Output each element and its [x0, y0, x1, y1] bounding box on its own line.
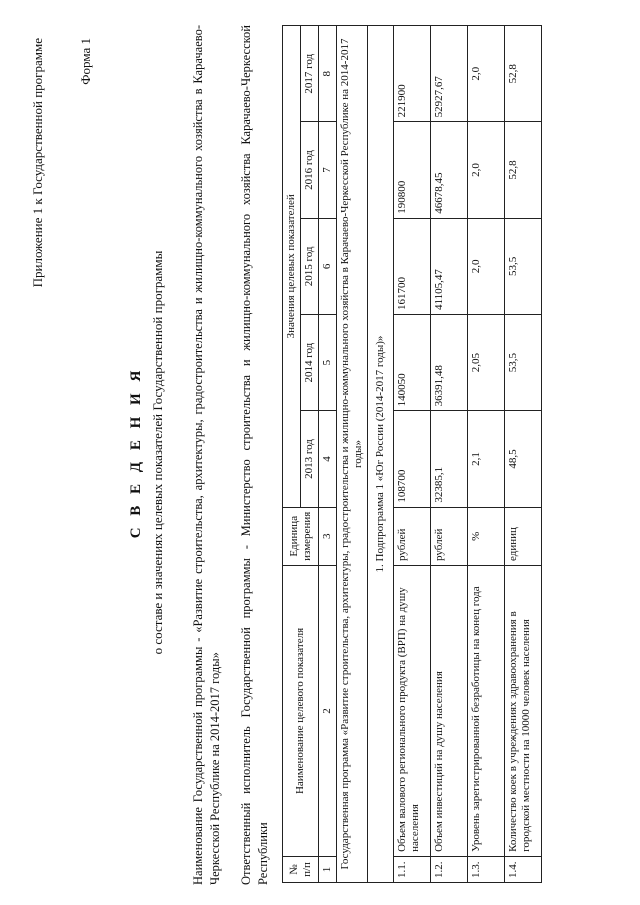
indicator-name: Объем инвестиций на душу населения	[431, 565, 468, 856]
value-cell: 52927,67	[431, 26, 468, 122]
header-name: Наименование целевого показателя	[283, 565, 319, 856]
executor-line: Ответственный исполнитель Государственной программы - Министерство строительства и жилищно-коммунального хозяйства Карачаево-Черкесской Республики	[239, 25, 270, 885]
value-cell: 161700	[394, 218, 431, 314]
value-cell: 108700	[394, 411, 431, 507]
value-cell: 32385,1	[431, 411, 468, 507]
form-number: Форма 1	[78, 38, 93, 85]
header-year: 2014 год	[301, 315, 319, 411]
column-index: 5	[319, 315, 337, 411]
indicator-name: Уровень зарегистрированной безработицы на конец года	[468, 565, 505, 856]
header-year: 2013 год	[301, 411, 319, 507]
value-cell: 52,8	[505, 122, 542, 218]
indicator-unit: рублей	[394, 507, 431, 565]
subprogram-section-title: 1. Подпрограмма 1 «Юг России (2014-2017 годы)»	[368, 26, 394, 883]
header-unit: Единица измерения	[283, 507, 319, 565]
table-row	[431, 26, 468, 883]
annex-label: Приложение 1 к Государственной программе	[30, 38, 45, 288]
value-cell: 2,0	[468, 122, 505, 218]
program-section-title: Государственная программа «Развитие строительства, архитектуры, градостроительства и жилищно-коммунального хозяйства в Карачаево-Черкесской Республике на 2014-2017 годы»	[337, 26, 368, 883]
value-cell: 2,05	[468, 315, 505, 411]
value-cell: 52,8	[505, 26, 542, 122]
row-number: 1.4.	[505, 856, 542, 882]
row-number: 1.3.	[468, 856, 505, 882]
value-cell: 2,0	[468, 218, 505, 314]
column-index: 2	[319, 565, 337, 856]
row-number: 1.1.	[394, 856, 431, 882]
value-cell: 46678,45	[431, 122, 468, 218]
value-cell: 53,5	[505, 315, 542, 411]
header-year: 2017 год	[301, 26, 319, 122]
document-title: С В Е Д Е Н И Я	[128, 366, 144, 539]
table-header-row	[283, 26, 301, 883]
indicators-table	[282, 25, 542, 883]
indicator-unit: рублей	[431, 507, 468, 565]
column-index: 6	[319, 218, 337, 314]
column-index: 7	[319, 122, 337, 218]
value-cell: 41105,47	[431, 218, 468, 314]
indicator-unit: единиц	[505, 507, 542, 565]
program-section-row	[337, 26, 368, 883]
table-row	[468, 26, 505, 883]
value-cell: 36391,48	[431, 315, 468, 411]
value-cell: 48,5	[505, 411, 542, 507]
header-num: № п/п	[283, 856, 319, 882]
table-row	[505, 26, 542, 883]
value-cell: 140050	[394, 315, 431, 411]
header-year: 2016 год	[301, 122, 319, 218]
subprogram-section-row	[368, 26, 394, 883]
column-index: 4	[319, 411, 337, 507]
value-cell: 221900	[394, 26, 431, 122]
column-index-row	[319, 26, 337, 883]
column-index: 3	[319, 507, 337, 565]
program-name-line: Наименование Государственной программы - «Развитие строительства, архитектуры, градостроительства и жилищно-коммунального хозяйства в Карачаево-Черкесской Республике на 2014-2017 годы»	[191, 25, 222, 885]
row-number: 1.2.	[431, 856, 468, 882]
header-year: 2015 год	[301, 218, 319, 314]
value-cell: 2,1	[468, 411, 505, 507]
table-row	[394, 26, 431, 883]
header-values-group: Значения целевых показателей	[283, 26, 301, 508]
value-cell: 190800	[394, 122, 431, 218]
indicator-name: Объем валового регионального продукта (ВРП) на душу населения	[394, 565, 431, 856]
column-index: 1	[319, 856, 337, 882]
column-index: 8	[319, 26, 337, 122]
value-cell: 53,5	[505, 218, 542, 314]
indicator-name: Количество коек в учреждениях здравоохранения в городской местности на 10000 человек населения	[505, 565, 542, 856]
indicator-unit: %	[468, 507, 505, 565]
value-cell: 2,0	[468, 26, 505, 122]
document-subtitle: о составе и значениях целевых показателей Государственной программы	[150, 250, 165, 655]
